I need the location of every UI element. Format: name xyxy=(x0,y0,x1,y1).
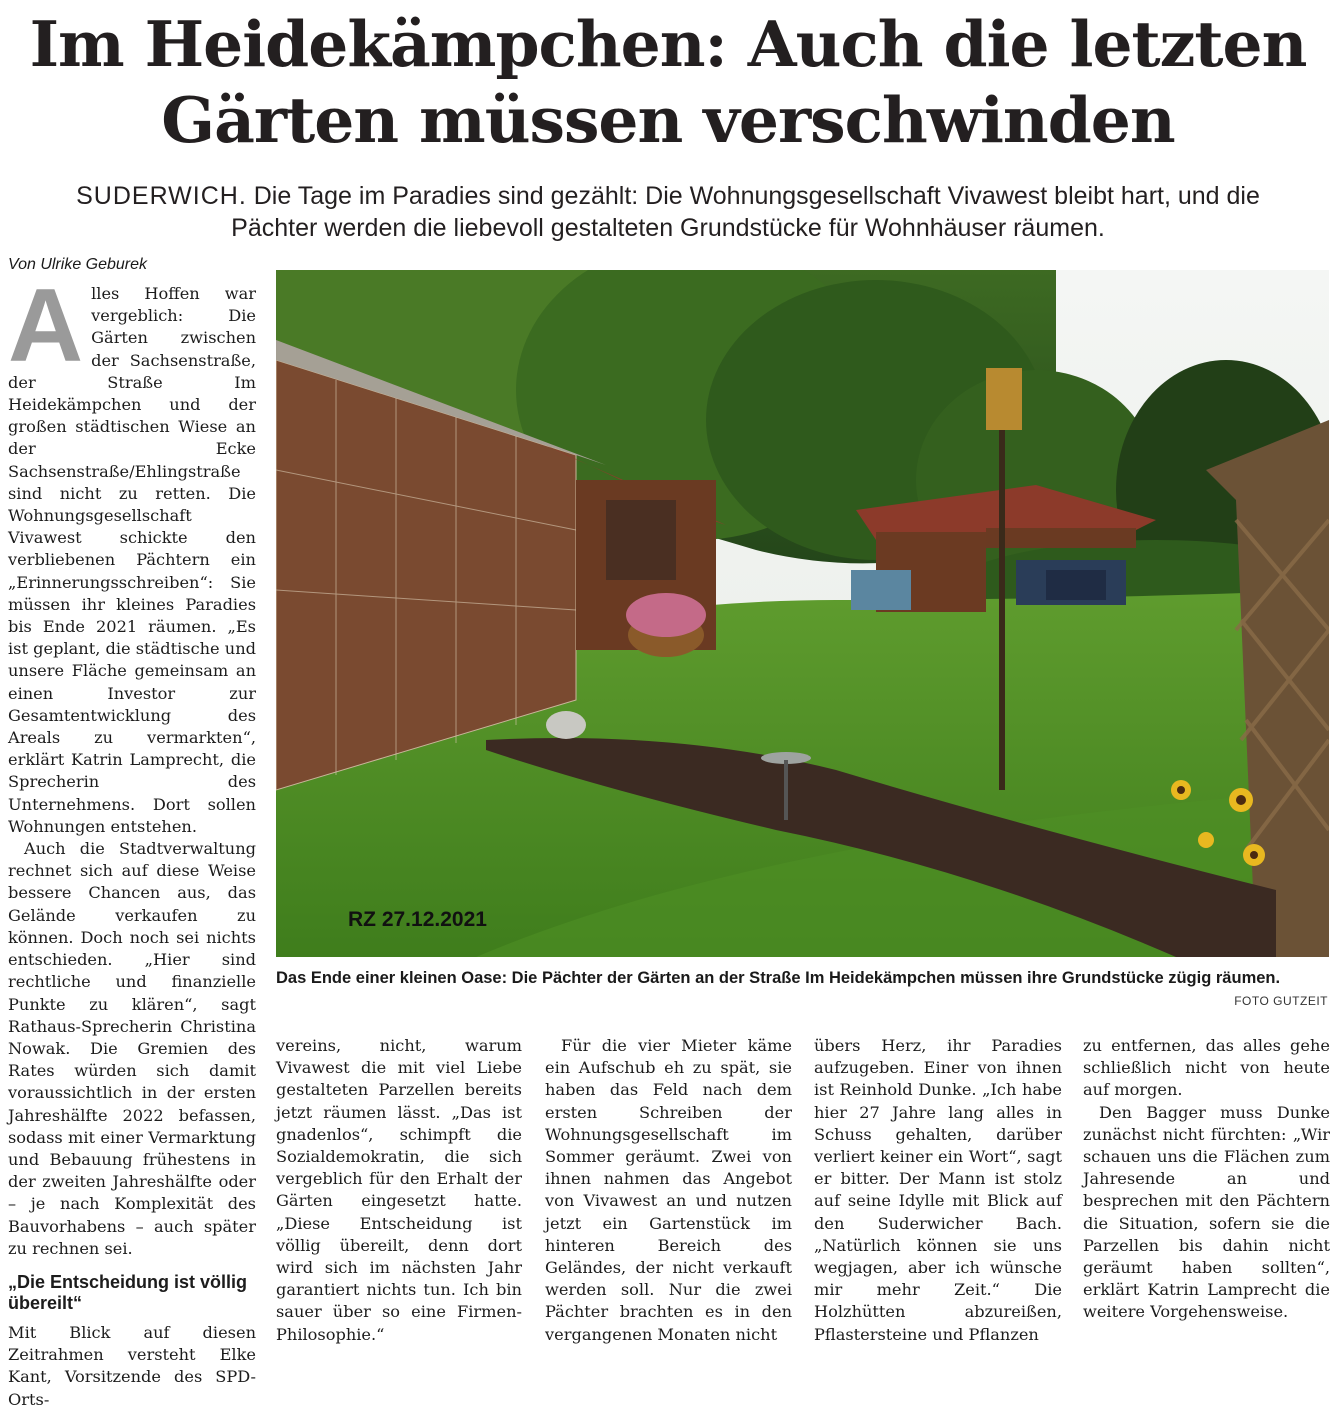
paragraph: Auch die Stadtverwaltung rechnet sich auf diese Weise bessere Chancen aus, das Gelände verkaufen zu können. Doch noch sei nichts entschieden. „Hier sind rechtliche und finanzielle Punkte zu klären“, sagt Rathaus-Sprecherin Christina Nowak. Die Gremien des Rates würden sich damit voraussichtlich in der ersten Jahreshälfte 2022 befassen, sodass mit einer Vermarktung und Bebauung frühestens in der zweiten Jahreshälfte oder – je nach Komplexität des Bauvorhabens – auch später zu rechnen sei. xyxy=(8,839,256,1258)
date-stamp: RZ 27.12.2021 xyxy=(348,908,487,931)
column-2 xyxy=(276,1035,522,1346)
headline: Im Heidekämpchen: Auch die letzten Gärten müssen verschwinden xyxy=(29,7,1307,157)
paragraph: Für die vier Mieter käme ein Aufschub eh zu spät, sie haben das Feld nach dem ersten Schreiben der Wohnungsgesellschaft im Sommer geräumt. Zwei von ihnen nahmen das Angebot von Vivawest an und nutzen jetzt ein Gartenstück im hinteren Bereich des Geländes, der nicht verkauft werden soll. Nur die zwei Pächter brachten es in den vergangenen Monaten nicht xyxy=(545,1036,792,1344)
garden-photo-image xyxy=(276,270,1329,957)
column-1 xyxy=(8,268,256,1411)
photo-credit: FOTO GUTZEIT xyxy=(1234,994,1328,1008)
column-3 xyxy=(545,1035,792,1346)
paragraph: zu entfernen, das alles gehe schließlich nicht von heute auf morgen. xyxy=(1083,1036,1330,1100)
drop-cap: A xyxy=(8,268,84,384)
byline: Von Ulrike Geburek xyxy=(8,256,148,273)
paragraph: Alles Hoffen war vergeblich: Die Gärten zwischen der Sachsenstraße, der Straße Im Heidekämpchen und der großen städtischen Wiese an der Ecke Sachsenstraße/Ehlingstraße sind nicht zu retten. Die Wohnungsgesellschaft Vivawest schickte den verbliebenen Pächtern ein „Erinnerungsschreiben“: Sie müssen ihr kleines Paradies bis Ende 2021 räumen. „Es ist geplant, die städtische und unsere Fläche gemeinsam an einen Investor zur Gesamtentwicklung des Areals zu vermarkten“, erklärt Katrin Lamprecht, die Sprecherin des Unternehmens. Dort sollen Wohnungen entstehen. xyxy=(8,268,256,836)
photo-caption: Das Ende einer kleinen Oase: Die Pächter der Gärten an der Straße Im Heidekämpchen müssen ihre Grundstücke zügig räumen. xyxy=(276,969,1281,987)
teaser xyxy=(60,180,1276,244)
teaser-place: SUDERWICH. xyxy=(76,182,247,210)
garden-photo xyxy=(276,270,1329,957)
paragraph: vereins, nicht, warum Vivawest die mit viel Liebe gestalteten Parzellen bereits jetzt räumen lässt. „Das ist gnadenlos“, schimpft die Sozialdemokratin, die sich vergeblich für den Erhalt der Gärten eingesetzt hatte. „Diese Entscheidung ist völlig übereilt, denn dort wird sich im nächsten Jahr garantiert nichts tun. Ich bin sauer über so eine Firmen-Philosophie.“ xyxy=(276,1036,522,1344)
paragraph: Mit Blick auf diesen Zeitrahmen versteht Elke Kant, Vorsitzende des SPD-Orts- xyxy=(8,1322,256,1409)
subheading: „Die Entscheidung ist völlig übereilt“ xyxy=(8,1271,248,1313)
paragraph: übers Herz, ihr Paradies aufzugeben. Einer von ihnen ist Reinhold Dunke. „Ich habe hier 27 Jahre lang alles in Schuss gehalten, darüber verliert keiner ein Wort“, sagt er bitter. Der Mann ist stolz auf seine Idylle mit Blick auf den Suderwicher Bach. „Natürlich können sie uns wegjagen, aber ich wünsche mir mehr Zeit.“ Die Holzhütten abzureißen, Pflastersteine und Pflanzen xyxy=(814,1036,1062,1344)
column-4 xyxy=(814,1035,1062,1346)
paragraph: Den Bagger muss Dunke zunächst nicht fürchten: „Wir schauen uns die Flächen zum Jahresende an und besprechen mit den Pächtern die Situation, sofern sie die Parzellen bis dahin nicht geräumt haben sollten“, erklärt Katrin Lamprecht die weitere Vorgehensweise. xyxy=(1083,1102,1330,1322)
column-5 xyxy=(1083,1035,1330,1324)
teaser-text: Die Tage im Paradies sind gezählt: Die Wohnungsgesellschaft Vivawest bleibt hart, und die Pächter werden die liebevoll gestalteten Grundstücke für Wohnhäuser räumen. xyxy=(231,182,1260,242)
